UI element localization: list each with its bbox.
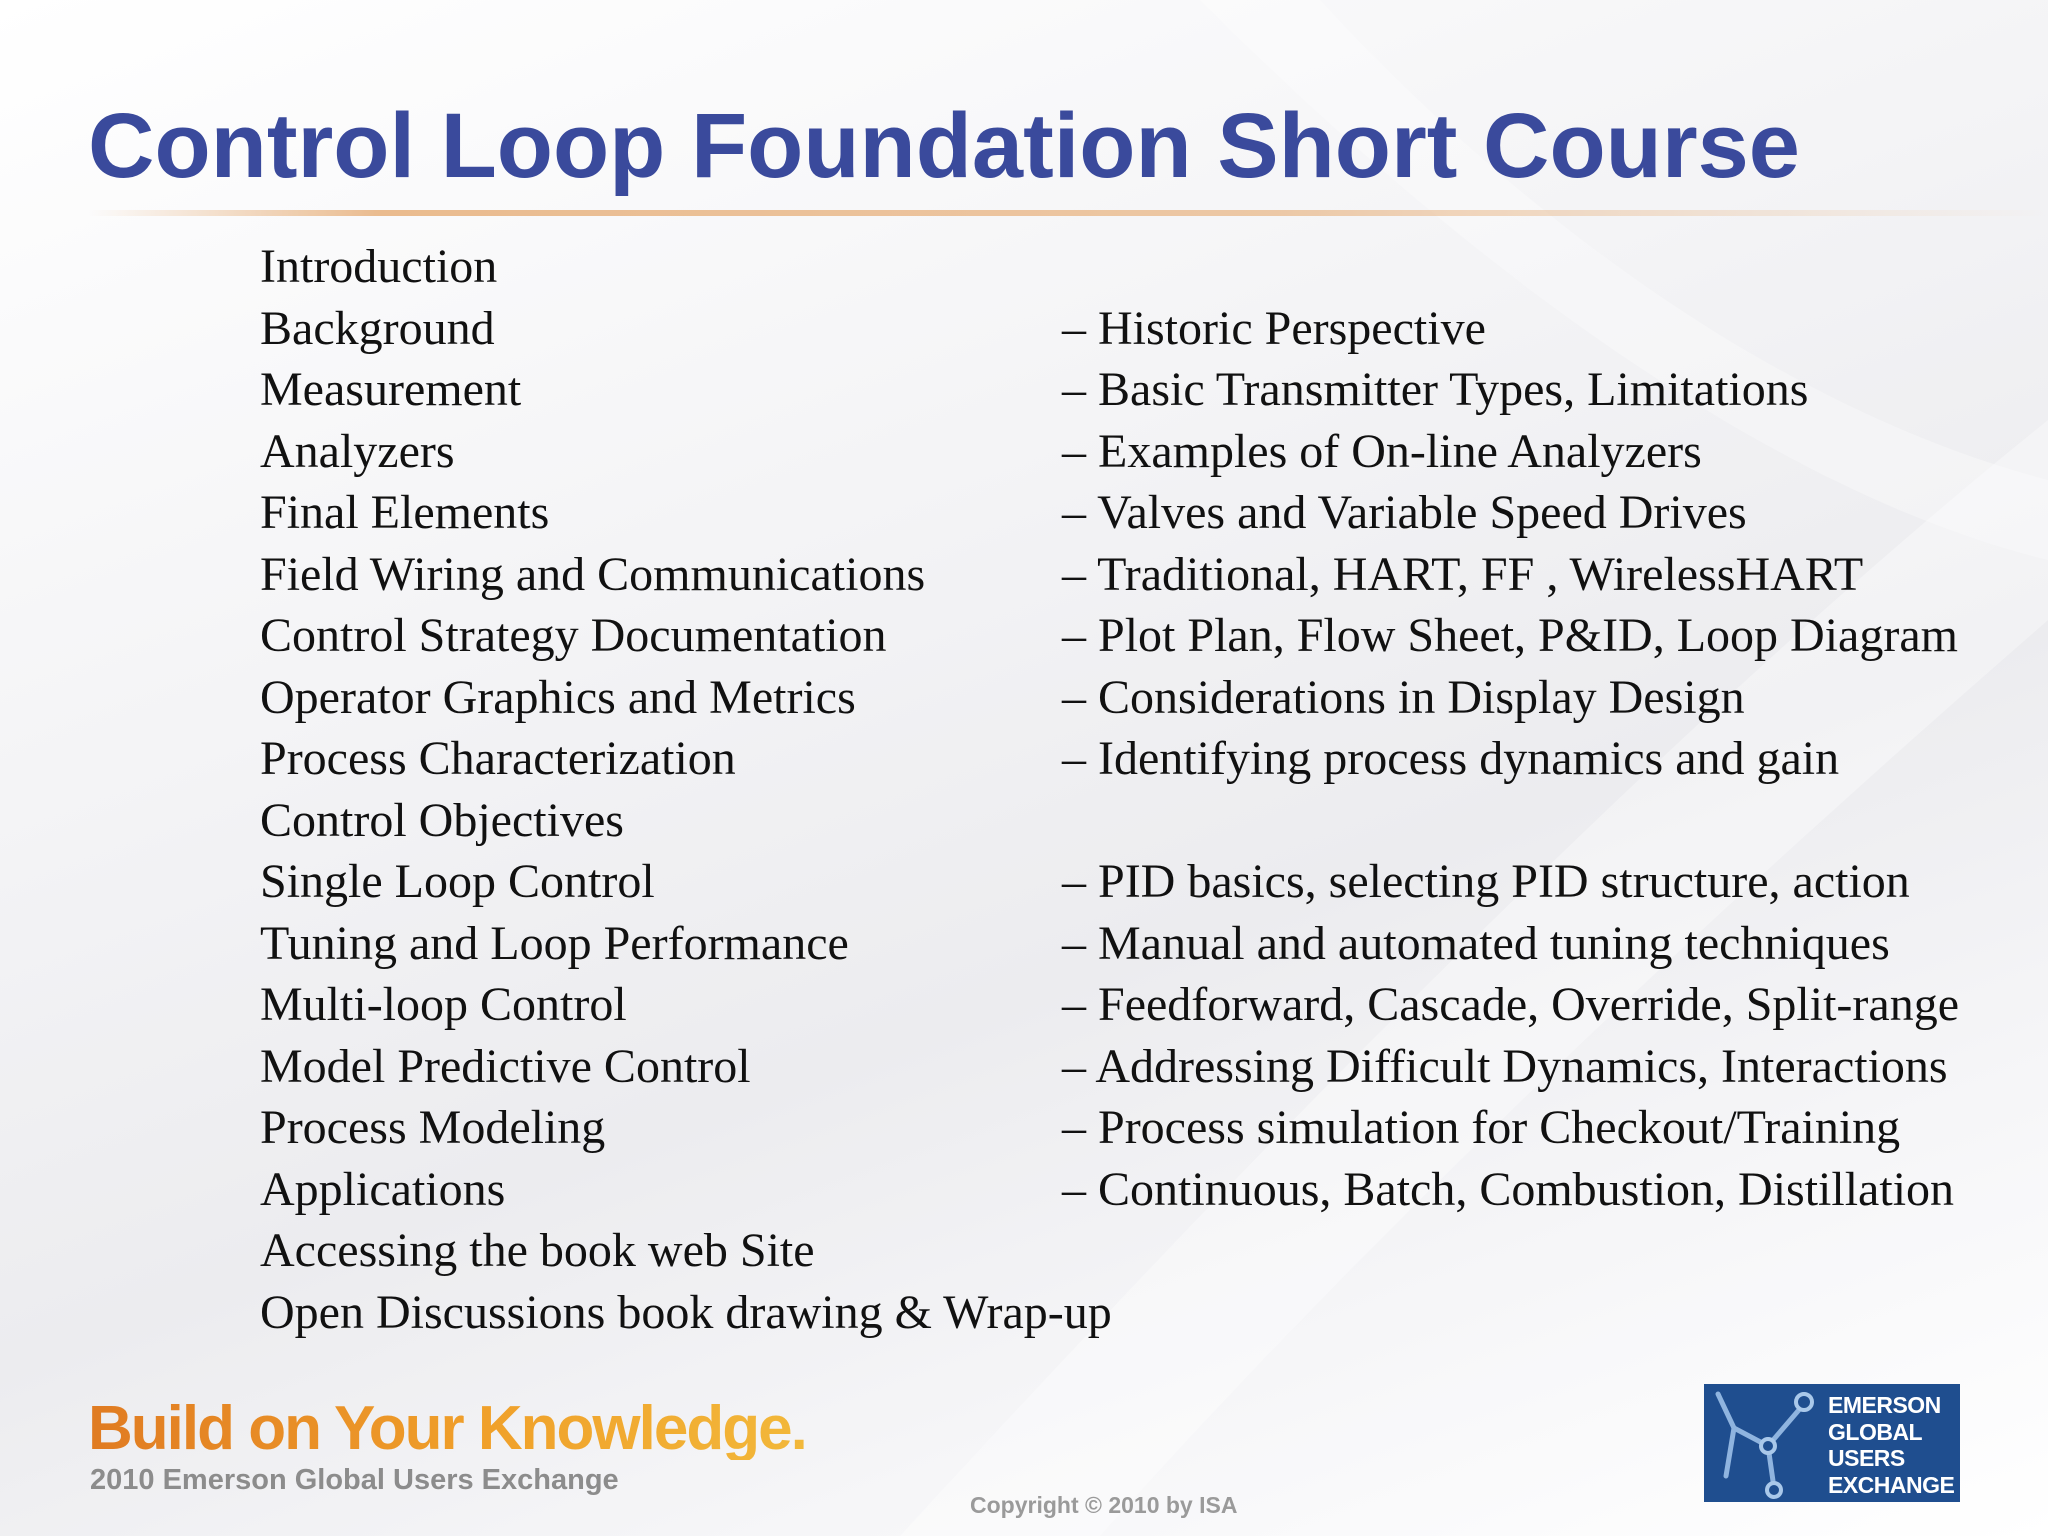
outline-topic: Operator Graphics and Metrics: [260, 670, 856, 724]
outline-topic: Process Modeling: [260, 1101, 606, 1154]
brand-event-name: 2010 Emerson Global Users Exchange: [90, 1464, 619, 1496]
copyright-notice: Copyright © 2010 by ISA: [970, 1492, 1238, 1518]
outline-detail: – Examples of On-line Analyzers: [1062, 424, 1702, 478]
outline-detail: – Feedforward, Cascade, Override, Split-range: [1062, 978, 1959, 1031]
outline-topic: Measurement: [260, 363, 522, 416]
outline-topic: Accessing the book web Site: [260, 1224, 815, 1277]
outline-row: [0, 421, 2048, 483]
outline-row: [0, 482, 2048, 544]
outline-detail: – Identifying process dynamics and gain: [1062, 732, 1840, 785]
outline-row: [0, 359, 2048, 421]
outline-detail: – Basic Transmitter Types, Limitations: [1062, 363, 1809, 416]
outline-row: [0, 1159, 2048, 1221]
outline-topic: Control Objectives: [260, 793, 624, 847]
logo-line: GLOBAL: [1828, 1418, 1923, 1445]
outline-topic: Background: [260, 301, 495, 355]
logo-line: EXCHANGE: [1828, 1471, 1955, 1498]
outline-topic: Applications: [260, 1162, 506, 1216]
outline-topic: Introduction: [260, 240, 498, 293]
outline-row: [0, 1282, 2048, 1344]
outline-detail: – Valves and Variable Speed Drives: [1062, 486, 1747, 539]
outline-row: [0, 1097, 2048, 1159]
outline-topic: Field Wiring and Communications: [260, 547, 926, 601]
outline-row: [0, 1220, 2048, 1282]
outline-topic: Open Discussions book drawing & Wrap-up: [260, 1285, 1112, 1339]
outline-row: [0, 728, 2048, 790]
slide-title: Control Loop Foundation Short Course: [88, 95, 1800, 197]
outline-topic: Process Characterization: [260, 732, 736, 785]
emerson-exchange-logo: [1704, 1384, 1960, 1502]
outline-row: [0, 667, 2048, 729]
outline-detail: – Considerations in Display Design: [1062, 670, 1745, 724]
outline-topic: Control Strategy Documentation: [260, 609, 887, 662]
outline-detail: – Manual and automated tuning techniques: [1062, 916, 1890, 970]
outline-topic: Multi-loop Control: [260, 978, 627, 1031]
logo-line: USERS: [1828, 1445, 1905, 1471]
brand-tagline: Build on Your Knowledge.: [88, 1394, 806, 1463]
logo-line: EMERSON: [1828, 1392, 1941, 1418]
outline-topic: Analyzers: [260, 424, 455, 478]
outline-topic: Final Elements: [260, 486, 550, 539]
outline-row: [0, 605, 2048, 667]
outline-row: [0, 913, 2048, 975]
outline-row: [0, 298, 2048, 360]
outline-row: [0, 851, 2048, 913]
outline-row: [0, 1036, 2048, 1098]
outline-detail: – Process simulation for Checkout/Training: [1062, 1101, 1901, 1154]
outline-detail: – Continuous, Batch, Combustion, Distillation: [1062, 1162, 1955, 1216]
outline-row: [0, 790, 2048, 852]
outline-topic: Tuning and Loop Performance: [260, 916, 849, 970]
outline-detail: – Plot Plan, Flow Sheet, P&ID, Loop Diagram: [1062, 609, 1958, 662]
outline-row: [0, 236, 2048, 298]
outline-detail: – Traditional, HART, FF , WirelessHART: [1062, 547, 1864, 601]
outline-row: [0, 974, 2048, 1036]
logo-wordmark: [1828, 1392, 1954, 1498]
title-underline: [88, 210, 2048, 216]
outline-detail: – PID basics, selecting PID structure, action: [1062, 855, 1910, 908]
outline-detail: – Historic Perspective: [1062, 301, 1486, 355]
outline-topic: Single Loop Control: [260, 855, 655, 908]
outline-row: [0, 544, 2048, 606]
course-outline: [0, 236, 2048, 1343]
outline-topic: Model Predictive Control: [260, 1039, 751, 1093]
outline-detail: – Addressing Difficult Dynamics, Interactions: [1062, 1039, 1948, 1093]
